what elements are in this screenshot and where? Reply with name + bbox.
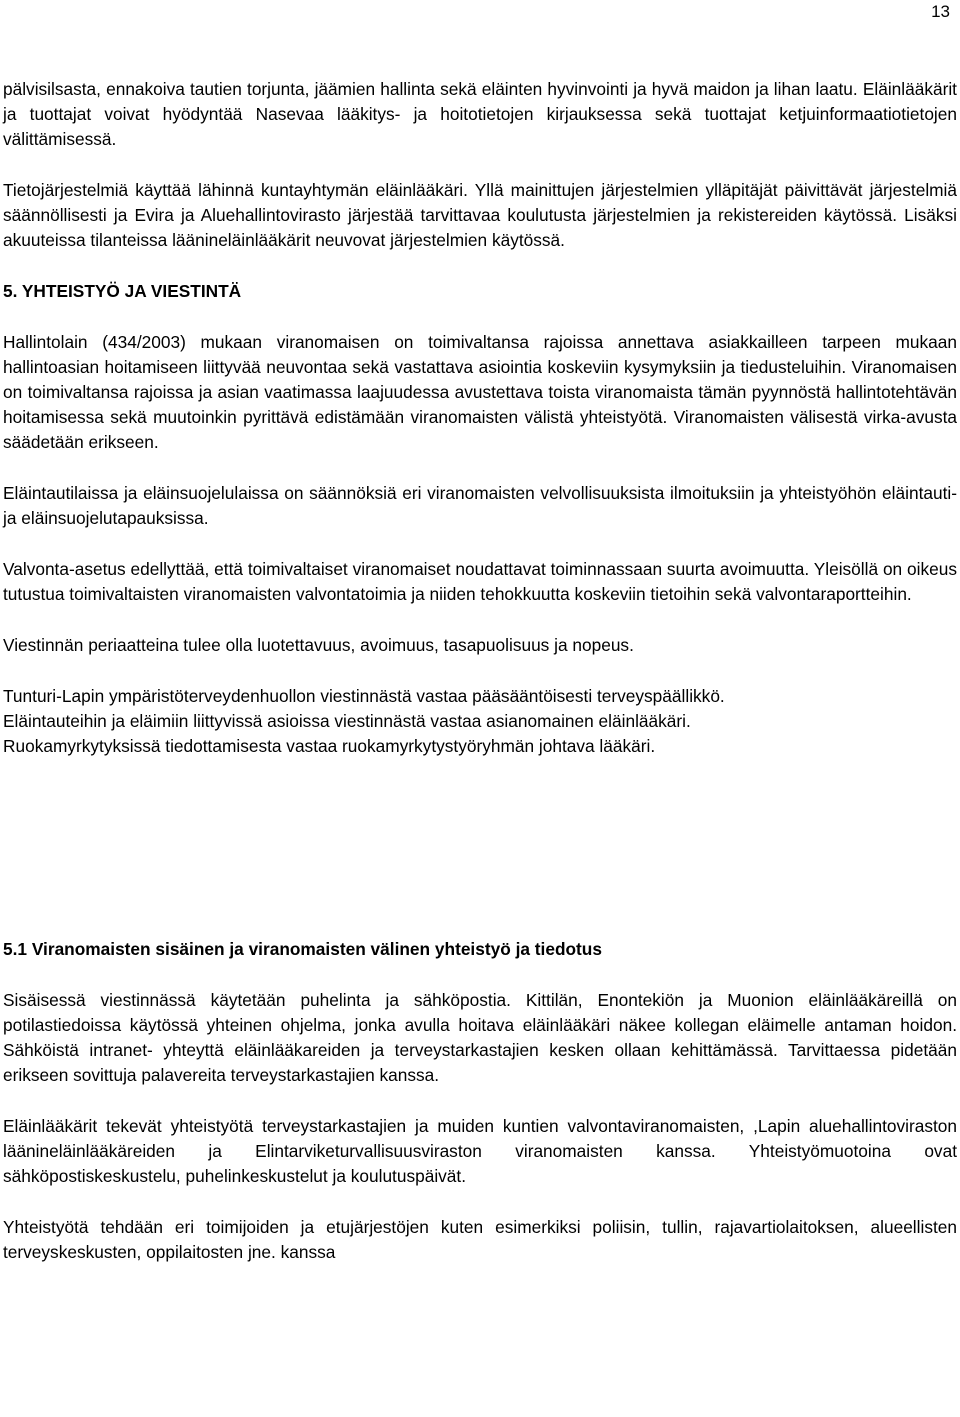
paragraph-naseva: pälvisilsasta, ennakoiva tautien torjunta, jäämien hallinta sekä eläinten hyvinvointi ja hyvä maidon ja lihan laatu. Eläinlääkärit ja tuottajat voivat hyödyntää Nasevaa lääkitys- ja hoitotietojen kirjauksessa sekä tuottajat ketjuinformaatiotietojen välittämisessä. xyxy=(3,79,957,149)
page-number: 13 xyxy=(931,2,950,21)
responsibility-veterinarian: Eläintauteihin ja eläimiin liittyvissä asioissa viestinnästä vastaa asianomainen eläinlääkäri. xyxy=(3,711,691,731)
document-body xyxy=(3,77,957,1291)
paragraph-internal-communication: Sisäisessä viestinnässä käytetään puhelinta ja sähköpostia. Kittilän, Enontekiön ja Muonion eläinlääkäreillä on potilastiedoissa käytössä yhteinen ohjelma, jonka avulla hoitava eläinlääkäri näkee kollegan eläimelle antaman hoidon. Sähköistä intranet- yhteyttä eläinlääkareiden ja terveystarkastajien kesken ollaan kehittämässä. Tarvittaessa pidetään erikseen sovittuja palavereita terveystarkastajien kanssa. xyxy=(3,990,957,1085)
paragraph-veterinarian-cooperation: Eläinlääkärit tekevät yhteistyötä terveystarkastajien ja muiden kuntien valvontaviranomaisten, ,Lapin aluehallintoviraston läänineläinlääkäreiden ja Elintarviketurvallisuusviraston viranomaisten kanssa. Yhteistyömuotoina ovat sähköpostiskeskustelu, puhelinkeskustelut ja koulutuspäivät. xyxy=(3,1116,957,1186)
responsibility-food-poisoning: Ruokamyrkytyksissä tiedottamisesta vastaa ruokamyrkytystyöryhmän johtava lääkäri. xyxy=(3,736,656,756)
responsibility-health-manager: Tunturi-Lapin ympäristöterveydenhuollon viestinnästä vastaa pääsääntöisesti terveyspäällikkö. xyxy=(3,686,725,706)
paragraph-communication-responsibility xyxy=(3,684,957,759)
paragraph-external-cooperation: Yhteistyötä tehdään eri toimijoiden ja etujärjestöjen kuten esimerkiksi poliisin, tullin, rajavartiolaitoksen, alueellisten terveyskeskusten, oppilaitosten jne. kanssa xyxy=(3,1217,957,1262)
blank-space xyxy=(3,785,957,937)
paragraph-communication-principles: Viestinnän periaatteina tulee olla luotettavuus, avoimuus, tasapuolisuus ja nopeus. xyxy=(3,635,634,655)
section-heading-5: 5. YHTEISTYÖ JA VIESTINTÄ xyxy=(3,281,242,301)
paragraph-administrative-act: Hallintolain (434/2003) mukaan viranomaisen on toimivaltansa rajoissa annettava asiakkailleen tarpeen mukaan hallintoasian hoitamiseen liittyvää neuvontaa sekä vastattava asiointia koskeviin kysymyksiin ja tiedusteluihin. Viranomaisen on toimivaltansa rajoissa ja asian vaatimassa laajuudessa avustettava toista viranomaista tämän pyynnöstä hallintotehtävän hoitamisessa sekä muutoinkin pyrittävä edistämään viranomaisten välistä yhteistyötä. Viranomaisten välisestä virka-avusta säädetään erikseen. xyxy=(3,332,957,452)
paragraph-animal-disease-law: Eläintautilaissa ja eläinsuojelulaissa on säännöksiä eri viranomaisten velvollisuuksista ilmoituksiin ja yhteistyöhön eläintauti- ja eläinsuojelutapauksissa. xyxy=(3,483,957,528)
paragraph-information-systems: Tietojärjestelmiä käyttää lähinnä kuntayhtymän eläinlääkäri. Yllä mainittujen järjestelmien ylläpitäjät päivittävät järjestelmiä säännöllisesti ja Evira ja Aluehallintovirasto järjestää tarvittavaa koulutusta järjestelmien ja rekistereiden käytössä. Lisäksi akuuteissa tilanteissa läänineläinlääkärit neuvovat järjestelmien käytössä. xyxy=(3,180,957,250)
section-heading-5-1: 5.1 Viranomaisten sisäinen ja viranomaisten välinen yhteistyö ja tiedotus xyxy=(3,939,602,959)
paragraph-control-regulation: Valvonta-asetus edellyttää, että toimivaltaiset viranomaiset noudattavat toiminnassaan suurta avoimuutta. Yleisöllä on oikeus tutustua toimivaltaisten viranomaisten valvontatoimia ja niiden tehokkuutta koskeviin tietoihin sekä valvontaraportteihin. xyxy=(3,559,957,604)
